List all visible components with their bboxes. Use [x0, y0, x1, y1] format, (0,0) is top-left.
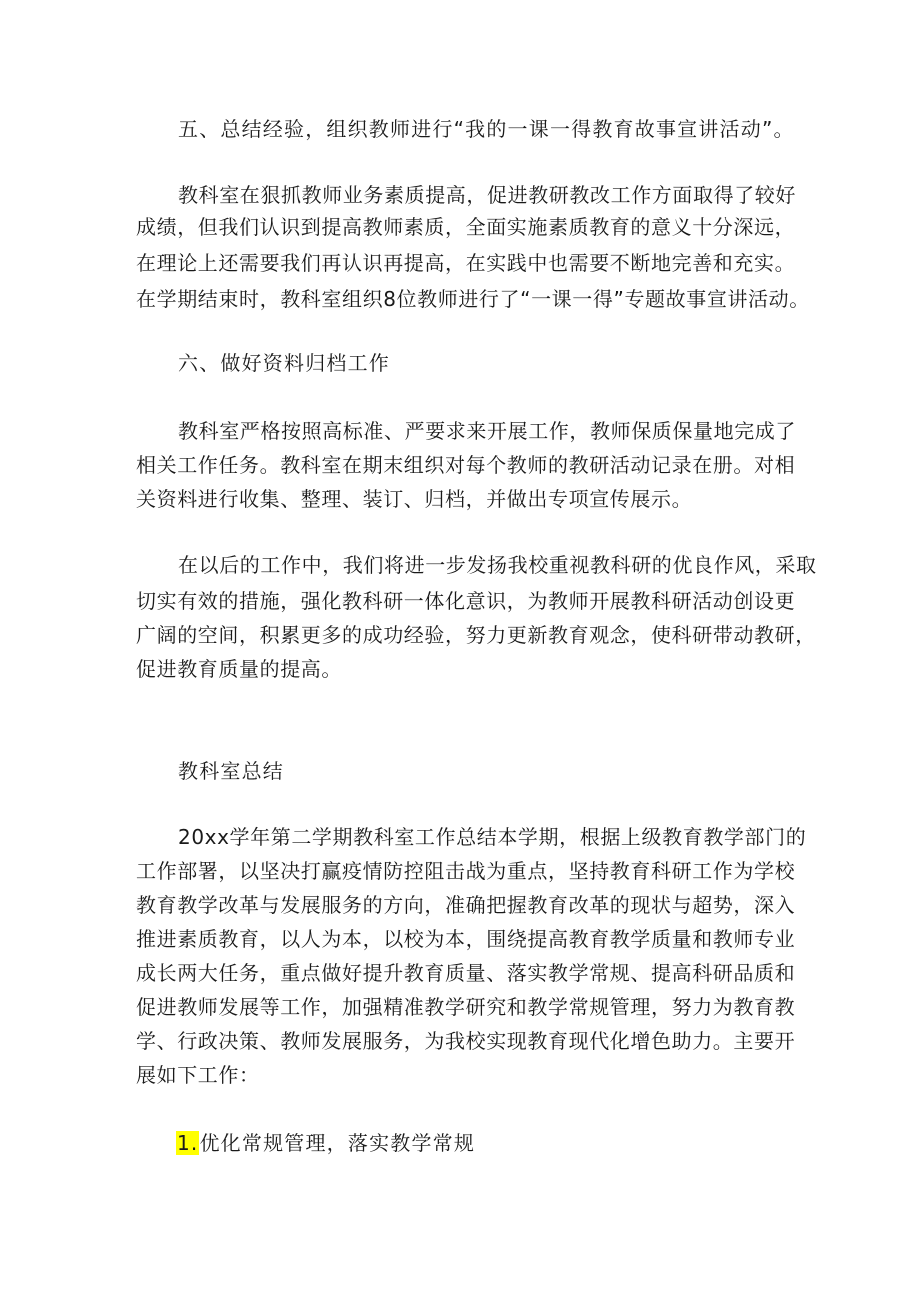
item1-number-highlight: 1. [177, 1131, 199, 1155]
section6-line: 关资料进行收集、整理、装订、归档，并做出专项宣传展示。 [136, 487, 693, 511]
section5-line: 成绩，但我们认识到提高教师素质，全面实施素质教育的意义十分深远， [136, 215, 796, 239]
section6-line: 相关工作任务。教科室在期末组织对每个教师的教研活动记录在册。对相 [136, 453, 796, 477]
section6-line: 教科室严格按照高标准、严要求来开展工作，教师保质保量地完成了 [178, 419, 796, 443]
summary-line: 促进教师发展等工作，加强精准教学研究和教学常规管理，努力为教育教 [136, 995, 796, 1019]
closing-line: 广阔的空间，积累更多的成功经验，努力更新教育观念，使科研带动教研， [136, 623, 816, 647]
closing-line: 在以后的工作中，我们将进一步发扬我校重视教科研的优良作风，采取 [178, 553, 817, 577]
section5-line: 在理论上还需要我们再认识再提高，在实践中也需要不断地完善和充实。 [136, 251, 796, 275]
section5-line: 教科室在狠抓教师业务素质提高，促进教研教改工作方面取得了较好 [178, 183, 796, 207]
summary-line: 教育教学改革与发展服务的方向，准确把握教育改革的现状与超势，深入 [136, 893, 796, 917]
section6-heading: 六、做好资料归档工作 [178, 351, 390, 375]
section5-line: 在学期结束时，教科室组织8位教师进行了“一课一得”专题故事宣讲活动。 [136, 287, 810, 311]
item1-heading [176, 1129, 475, 1157]
summary-line: 推进素质教育，以人为本，以校为本，围绕提高教育教学质量和教师专业 [136, 927, 796, 951]
summary-line: 工作部署，以坚决打赢疫情防控阻击战为重点，坚持教育科研工作为学校 [136, 859, 796, 883]
closing-line: 切实有效的措施，强化教科研一体化意识，为教师开展教科研活动创设更 [136, 589, 796, 613]
summary-line: 学、行政决策、教师发展服务，为我校实现教育现代化增色助力。主要开 [136, 1029, 796, 1053]
closing-line: 促进教育质量的提高。 [136, 657, 342, 681]
summary-line: 展如下工作： [136, 1063, 260, 1087]
section5-heading: 五、总结经验，组织教师进行“我的一课一得教育故事宣讲活动”。 [178, 117, 795, 141]
summary-line: 成长两大任务，重点做好提升教育质量、落实教学常规、提高科研品质和 [136, 961, 796, 985]
summary-line: 20xx学年第二学期教科室工作总结本学期，根据上级教育教学部门的 [178, 825, 807, 849]
item1-text: 优化常规管理，落实教学常规 [199, 1131, 476, 1155]
summary-title: 教科室总结 [178, 759, 284, 783]
